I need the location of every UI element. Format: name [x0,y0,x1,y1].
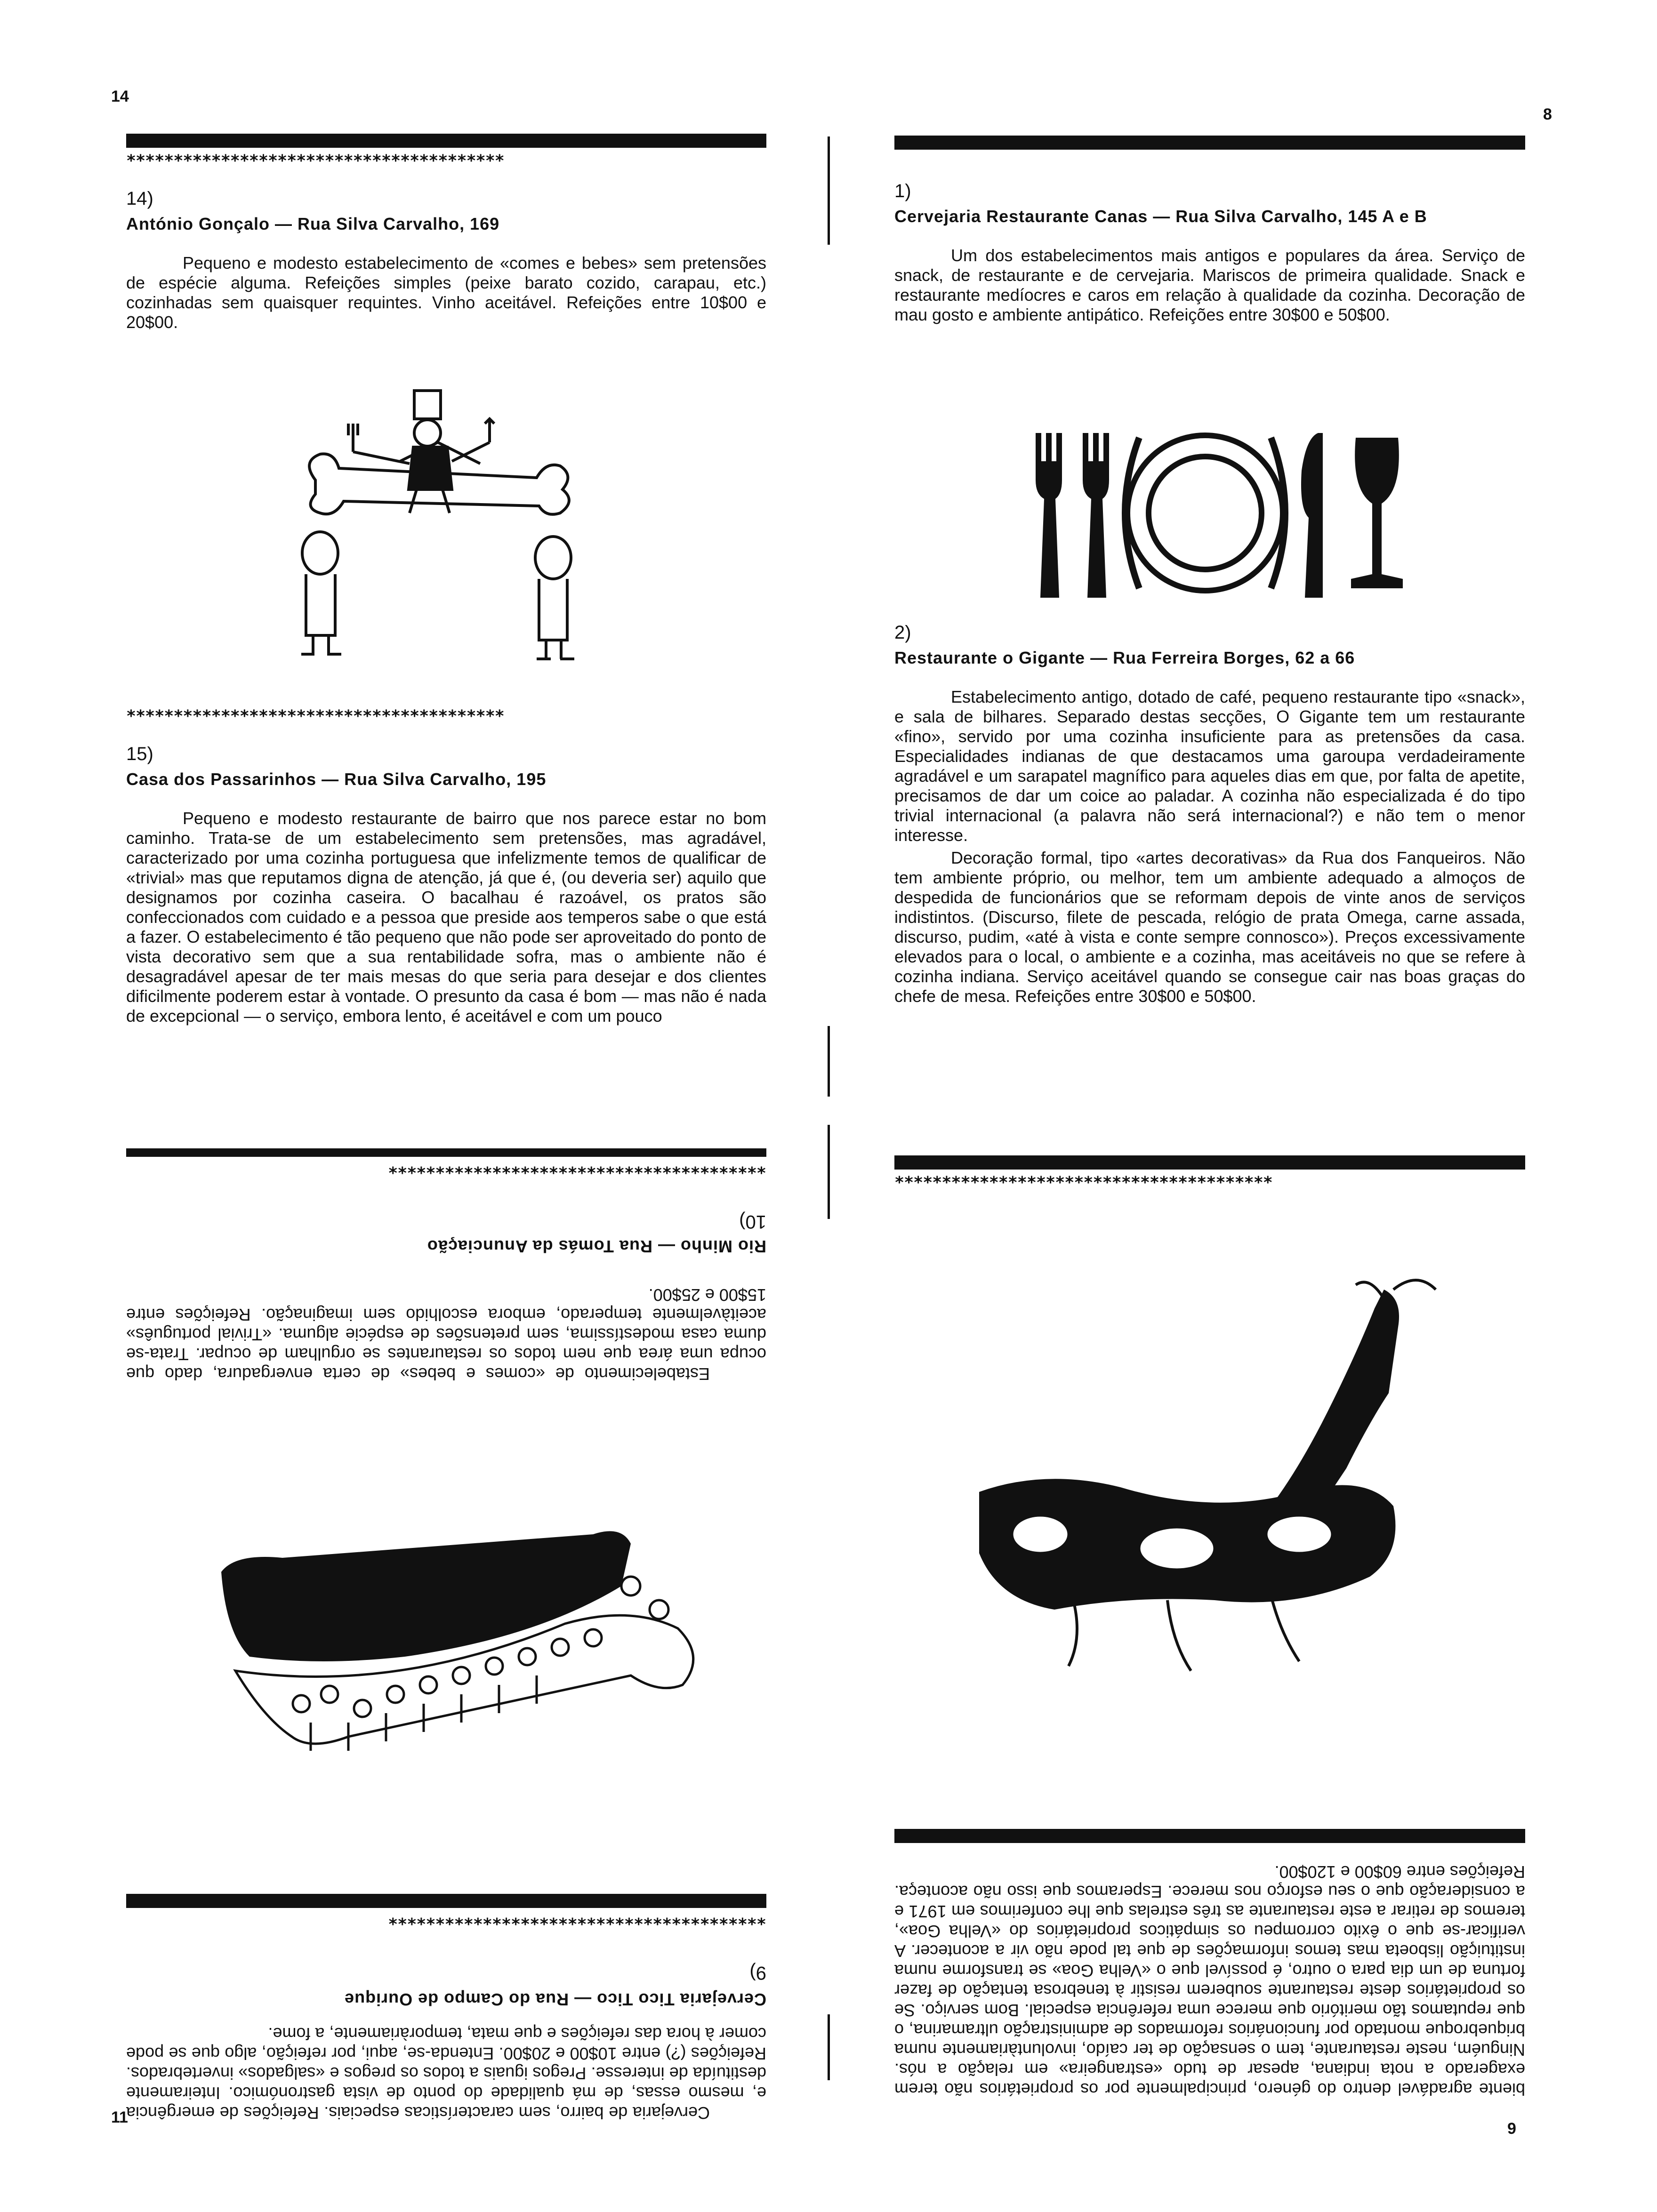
review-heading: Rio Minho — Rua Tomás da Anunciação [426,1237,766,1256]
review-number: 10) [739,1211,766,1232]
page-number-top-right: 8 [1543,105,1552,123]
review-heading: Cervejaria Restaurante Canas — Rua Silva Carvalho, 145 A e B [894,207,1427,226]
review-9 [126,1784,766,2123]
heavy-rule [126,1148,766,1157]
review-text: Decoração formal, tipo «artes decorativas» da Rua dos Fanqueiros. Não tem ambiente próprio, ou melhor, tem um ambiente adequado a almoços de despedida de funcionários que se reformam depois de vinte anos de serviços indistintos. (Discurso, filete de pescada, relógio de prata Omega, carne assada, discurso, pudim, «até à vista e conte sempre connosco»). Preços excessivamente elevados para o local, o ambiente e a cozinha, mas aceitáveis no que se refere à cozinha indiana. Serviço aceitável quando se consegue cair nas boas graças do chefe de mesa. Refeições entre 30$00 e 50$00. [894,848,1525,1006]
page-number-top-left: 14 [111,88,129,105]
review-15 [126,706,766,1120]
column-rule [828,1125,830,1219]
review-text: Estabelecimento antigo, dotado de café, pequeno restaurante tipo «snack», e sala de bilhares. Separado destas secções, O Gigante tem um restaurante «fino», servido por uma cozinha insuficiente para as pretensões da casa. Especialidades indianas de que destacamos uma garoupa verdadeiramente agradável e um sarapatel magnífico para aqueles dias em que, por falta de apetite, precisamos de dar um coice ao paladar. A cozinha não especializada é do tipo trivial internacional (a palavra não será internacional?) e não tem o menor interesse. [894,687,1525,845]
column-rule [828,136,830,245]
star-rating-row: **************************************** [894,1173,1272,1192]
feast-hands-illustration [970,1271,1450,1694]
review-text: Pequeno e modesto restaurante de bairro que nos parece estar no bom caminho. Trata-se de um estabelecimento sem pretensões, mas agradável, caracterizado por uma cozinha portuguesa que infelizmente temos de qualificar de «trivial» mas que reputamos digna de atenção, já que é, (ou deveria ser) aquilo que designamos por cozinha caseira. O bacalhau é razoável, os pratos são confeccionados com cuidado e a pessoa que preside aos temperos sabe o que está a fazer. O estabelecimento é tão pequeno que não pode ser aproveitado do ponto de vista decorativo sem que a sua rentabilidade sofra, mas o ambiente não é desagradável apesar de ter mais mesas do que seria para desejar e dos clientes dificilmente poderem estar à vontade. O presunto da casa é bom — mas não é nada de excepcional — o serviço, embora lento, é aceitável e com um pouco [126,809,766,1026]
heavy-rule [894,1829,1525,1843]
review-text: biente agradável dentro do género, principalmente por os proprietários não terem exagerado a nota indiana, apesar de tudo «estrangeira» em relação a nós. Ninguém, neste restaurante, tem o sensação de ter caído, involuntàriamente numa briquebroque montado por funcionários reformados de administração ultramarina, o que reputamos tão meritório que merece uma referência especial. Bom serviço. Se os proprietários deste restaurante souberem resistir à tenebrosa tentação de fazer fortuna de um dia para o outro, é possível que o «Velha Goa» se transforme numa instituição lisboeta mas temos informações de que tal pode não vir a acontecer. A verificar-se que o êxito corrompeu os simpáticos proprietários do «Velha Goa», teremos de retirar a este restaurante as três estrelas que lhe conferimos em 1971 e a consideração que o seu esforço nos merece. Esperamos que isso não aconteça. Refeições entre 60$00 e 120$00. [894,1862,1525,2099]
column-rule [828,1026,830,1097]
star-rating-row: **************************************** [126,707,504,726]
review-velha-goa [894,1760,1525,2099]
page-number-bottom-left: 11 [111,2108,128,2126]
star-rating-row: **************************************** [388,1158,766,1177]
heavy-rule [894,136,1525,150]
star-rating-row: **************************************** [388,1909,766,1928]
review-number: 14) [126,188,153,209]
review-10 [126,1148,766,1412]
cutlery-plate-glass-icon [1031,424,1408,602]
review-text: Um dos estabelecimentos mais antigos e populares da área. Serviço de snack, de restaurante e de cervejaria. Mariscos de primeira qualidade. Snack e restaurante medíocres e caros em relação à qualidade da cozinha. Decoração de mau gosto e ambiente antipático. Refeições entre 30$00 e 50$00. [894,246,1525,324]
heavy-rule [126,1894,766,1908]
crowd-with-bone-illustration [207,1515,734,1760]
review-text: Cervejaria de bairro, sem características especiais. Refeições de emergência e, mesmo essas, de má qualidade do ponto de vista gastronómico. Inteiramente destituída de interesse. Pregos iguais a todos os pregos e «salgados» invertebrados. Refeições (?) entre 10$00 e 20$00. Entenda-se, aqui, por refeição, algo que se pode comer à hora das refeições e que mata, temporàriamente, a fome. [126,2024,766,2123]
review-text: Estabelecimento de «comes e bebes» de certa envergadura, dado que ocupa uma área que nem todos os restaurantes se orgulham de ocupar. Trata-se duma casa modestíssima, sem pretensões de espécie alguma. «Trivial português» aceitàvelmente temperado, embora escolhido sem imaginação. Refeições entre 15$00 e 25$00. [126,1285,766,1384]
review-heading: António Gonçalo — Rua Silva Carvalho, 169 [126,214,500,233]
review-1 [894,134,1525,378]
review-heading: Casa dos Passarinhos — Rua Silva Carvalho, 195 [126,769,547,789]
review-number: 15) [126,744,153,764]
review-number: 1) [894,181,911,201]
review-number: 2) [894,622,911,643]
review-number: 9) [749,1963,766,1983]
review-text: Pequeno e modesto estabelecimento de «comes e bebes» sem pretensões de espécie alguma. Refeições simples (peixe barato cozido, carapau, etc.) cozinhadas sem quaisquer requintes. Vinho aceitável. Refeições entre 10$00 e 20$00. [126,253,766,332]
review-heading: Restaurante o Gigante — Rua Ferreira Borges, 62 a 66 [894,648,1355,667]
chef-on-bone-illustration [282,372,593,682]
heavy-rule [126,134,766,148]
page-number-bottom-right: 9 [1507,2120,1516,2138]
review-2 [894,621,1525,1144]
review-heading: Cervejaria Tico Tico — Rua do Campo de Ourique [344,1990,766,2009]
star-rating-row: **************************************** [126,152,504,170]
column-rule [828,2014,830,2080]
heavy-rule [894,1155,1525,1170]
section-divider [894,1155,1525,1198]
